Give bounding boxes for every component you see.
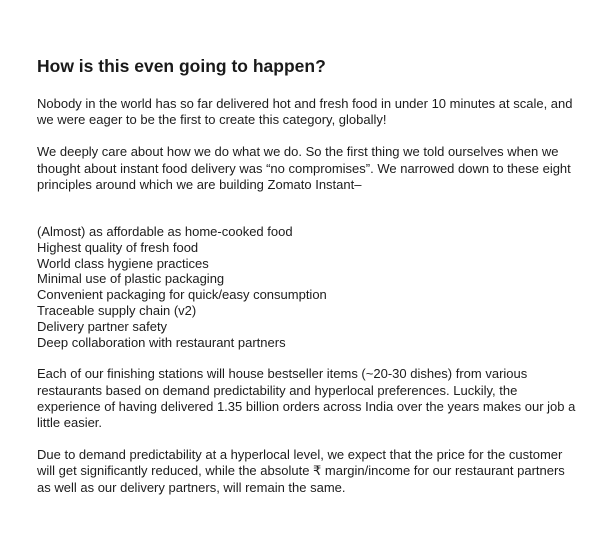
paragraph-principles-intro: We deeply care about how we do what we do. So the first thing we told ourselves when we thought about instant food delivery was “no compromises”. We narrowed down to these eight principles around which we are building Zomato Instant– bbox=[37, 144, 571, 192]
paragraph-finishing-stations: Each of our finishing stations will house bestseller items (~20-30 dishes) from various restaurants based on demand predictability and hyperlocal preferences. Luckily, the experience of having delivered 1.35 billion orders across India over the years makes our job a little easier. bbox=[37, 366, 576, 430]
list-item: Traceable supply chain (v2) bbox=[37, 303, 197, 318]
list-item: Minimal use of plastic packaging bbox=[37, 271, 225, 287]
section-heading: How is this even going to happen? bbox=[37, 56, 326, 76]
paragraph-pricing: Due to demand predictability at a hyperlocal level, we expect that the price for the customer will get significantly reduced, while the absolute ₹ margin/income for our restaurant partners as well as our delivery partners, will remain the same. bbox=[37, 447, 565, 495]
list-item: World class hygiene practices bbox=[37, 255, 209, 271]
list-item: (Almost) as affordable as home-cooked food bbox=[37, 224, 293, 240]
list-item: Delivery partner safety bbox=[37, 318, 168, 334]
paragraph-intro: Nobody in the world has so far delivered hot and fresh food in under 10 minutes at scale, and we were eager to be the first to create this category, globally! bbox=[37, 96, 573, 128]
principles-list bbox=[37, 224, 577, 350]
list-item: Deep collaboration with restaurant partners bbox=[37, 334, 286, 350]
list-item: Convenient packaging for quick/easy consumption bbox=[37, 287, 327, 303]
list-item: Highest quality of fresh food bbox=[37, 239, 199, 255]
article-body bbox=[37, 54, 577, 496]
